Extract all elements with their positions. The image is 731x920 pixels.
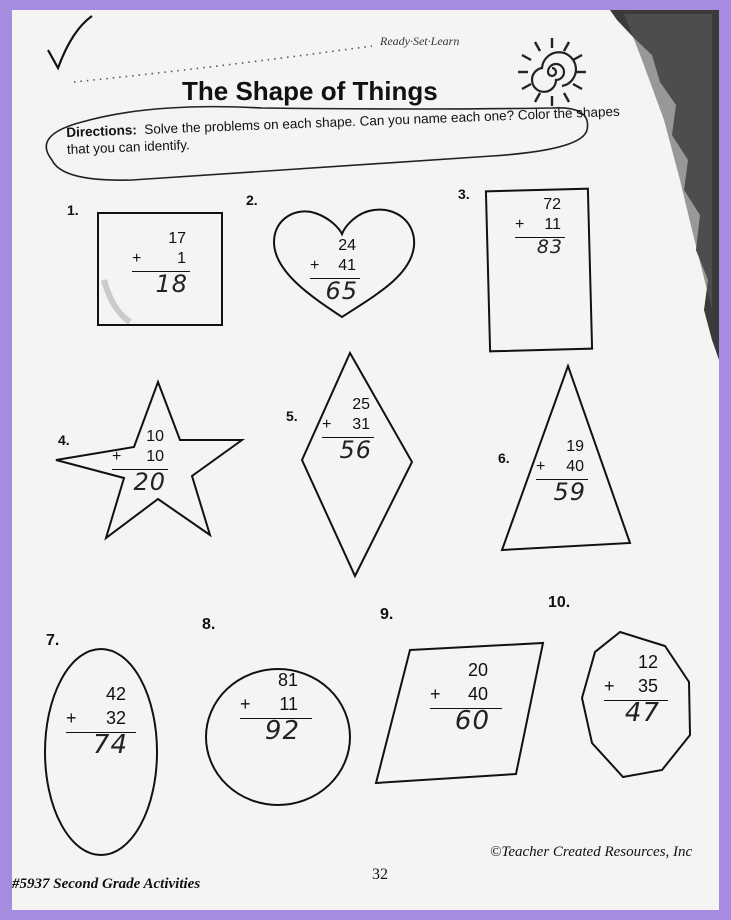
problem-top: 24	[338, 237, 356, 254]
problem-top: 81	[277, 670, 298, 690]
sun-spiral-icon	[518, 38, 586, 106]
problem-number-4: 4.	[58, 432, 70, 448]
problem-top: 72	[543, 196, 561, 213]
plus-sign: +	[66, 708, 77, 728]
directions-text: Solve the problems on each shape. Can you name each one? Color the shapes that you can identify.	[66, 103, 621, 157]
problem-4	[112, 428, 164, 498]
problem-addend: 11	[544, 216, 561, 233]
problem-answer: 60	[454, 706, 490, 736]
plus-sign: +	[112, 448, 122, 465]
problem-addend: 32	[105, 708, 126, 728]
problem-number-1: 1.	[67, 202, 79, 218]
problem-addend: 31	[352, 416, 370, 433]
directions-label: Directions:	[66, 122, 138, 140]
problem-top: 12	[637, 652, 658, 672]
plus-sign: +	[240, 694, 251, 714]
problem-1	[132, 230, 186, 300]
problem-answer: 83	[536, 236, 563, 258]
problem-number-8: 8.	[202, 616, 216, 633]
problem-addend: 35	[637, 676, 658, 696]
problem-addend: 41	[338, 257, 356, 274]
problem-6	[536, 438, 584, 508]
problem-addend: 40	[566, 458, 584, 475]
problem-7	[66, 684, 126, 764]
brand-label: Ready·Set·Learn	[380, 34, 460, 48]
plus-sign: +	[132, 250, 142, 267]
problem-answer: 56	[339, 436, 372, 464]
plus-sign: +	[604, 676, 615, 696]
problem-addend: 1	[177, 250, 186, 267]
problem-top: 25	[352, 396, 370, 413]
problem-answer: 47	[624, 698, 660, 728]
problem-answer: 74	[92, 730, 128, 760]
problem-number-10: 10.	[548, 594, 571, 611]
plus-sign: +	[515, 216, 525, 233]
problem-9	[430, 660, 488, 740]
problem-8	[240, 670, 298, 750]
plus-sign: +	[322, 416, 332, 433]
plus-sign: +	[536, 458, 546, 475]
checkmark-icon	[48, 16, 92, 68]
problem-top: 17	[168, 230, 186, 247]
problem-addend: 10	[146, 448, 164, 465]
footer-copyright: ©Teacher Created Resources, Inc	[490, 844, 693, 860]
plus-sign: +	[310, 257, 320, 274]
problem-2	[310, 237, 356, 307]
problem-top: 42	[105, 684, 126, 704]
problem-10	[604, 652, 658, 732]
problem-5	[322, 396, 370, 466]
problem-addend: 11	[279, 694, 298, 714]
problem-3	[515, 196, 561, 266]
problem-answer: 20	[133, 468, 166, 496]
problem-number-2: 2.	[246, 192, 258, 208]
problem-number-3: 3.	[458, 186, 470, 202]
problem-answer: 92	[264, 716, 300, 746]
problem-top: 10	[146, 428, 164, 445]
worksheet-page	[12, 10, 719, 910]
problem-top: 19	[566, 438, 584, 455]
problem-number-7: 7.	[46, 632, 60, 649]
footer-page-number: 32	[372, 866, 388, 883]
problem-answer: 59	[553, 478, 586, 506]
problem-answer: 65	[325, 277, 358, 305]
footer-book-title: #5937 Second Grade Activities	[12, 876, 201, 892]
problem-top: 20	[467, 660, 488, 680]
page-title: The Shape of Things	[182, 76, 438, 106]
problem-number-6: 6.	[498, 450, 510, 466]
plus-sign: +	[430, 684, 441, 704]
problem-number-5: 5.	[286, 408, 298, 424]
problem-answer: 18	[155, 270, 188, 298]
problem-addend: 40	[467, 684, 488, 704]
problem-number-9: 9.	[380, 606, 394, 623]
